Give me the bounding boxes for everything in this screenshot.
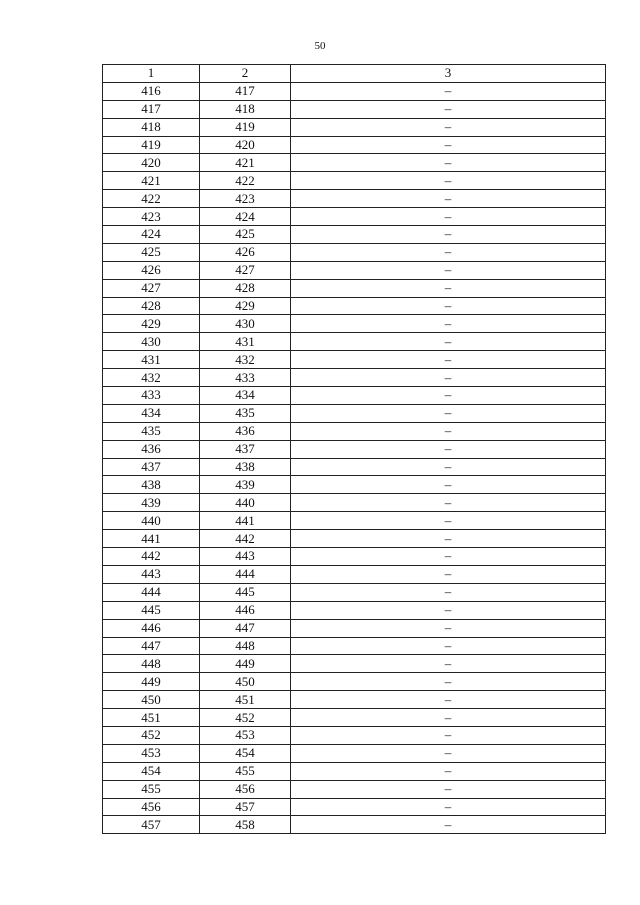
table-cell-col2: 445 xyxy=(200,583,291,601)
table-cell-col1: 419 xyxy=(103,136,200,154)
table-cell-col2: 439 xyxy=(200,476,291,494)
table-cell-col3: – xyxy=(291,297,606,315)
table-cell-col2: 441 xyxy=(200,512,291,530)
table-cell-col2: 422 xyxy=(200,172,291,190)
table-row xyxy=(103,637,606,655)
table-cell-col3: – xyxy=(291,512,606,530)
table-cell-col3: – xyxy=(291,530,606,548)
table-cell-col2: 419 xyxy=(200,118,291,136)
table-row xyxy=(103,798,606,816)
table-cell-col2: 451 xyxy=(200,691,291,709)
table-cell-col2: 450 xyxy=(200,673,291,691)
table-cell-col1: 430 xyxy=(103,333,200,351)
table-cell-col3: – xyxy=(291,691,606,709)
table-cell-col2: 449 xyxy=(200,655,291,673)
table-cell-col2: 457 xyxy=(200,798,291,816)
table-cell-col1: 442 xyxy=(103,548,200,566)
table-cell-col1: 428 xyxy=(103,297,200,315)
table-cell-col2: 426 xyxy=(200,243,291,261)
table-cell-col1: 422 xyxy=(103,190,200,208)
table-cell-col3: – xyxy=(291,154,606,172)
table-cell-col3: – xyxy=(291,655,606,673)
table-cell-col3: – xyxy=(291,351,606,369)
table-cell-col3: – xyxy=(291,404,606,422)
table-cell-col1: 424 xyxy=(103,226,200,244)
table-cell-col2: 421 xyxy=(200,154,291,172)
table-cell-col2: 452 xyxy=(200,709,291,727)
table-row xyxy=(103,226,606,244)
table-cell-col3: – xyxy=(291,172,606,190)
table-cell-col1: 447 xyxy=(103,637,200,655)
table-cell-col1: 451 xyxy=(103,709,200,727)
table-row xyxy=(103,476,606,494)
table-cell-col3: – xyxy=(291,565,606,583)
table-cell-col2: 429 xyxy=(200,297,291,315)
table-row xyxy=(103,351,606,369)
table-cell-col1: 437 xyxy=(103,458,200,476)
table-cell-col1: 448 xyxy=(103,655,200,673)
table-cell-col2: 420 xyxy=(200,136,291,154)
table-row xyxy=(103,82,606,100)
table-cell-col1: 423 xyxy=(103,208,200,226)
table-row xyxy=(103,601,606,619)
table-cell-col2: 458 xyxy=(200,816,291,834)
table-cell-col1: 435 xyxy=(103,422,200,440)
table-cell-col1: 445 xyxy=(103,601,200,619)
table-row xyxy=(103,100,606,118)
table-cell-col2: 427 xyxy=(200,261,291,279)
table-cell-col1: 420 xyxy=(103,154,200,172)
table-row xyxy=(103,136,606,154)
table-cell-col3: – xyxy=(291,709,606,727)
table-cell-col1: 436 xyxy=(103,440,200,458)
table-cell-col1: 438 xyxy=(103,476,200,494)
table-row xyxy=(103,387,606,405)
table-cell-col3: – xyxy=(291,243,606,261)
table-cell-col3: – xyxy=(291,100,606,118)
table-cell-col3: – xyxy=(291,637,606,655)
table-row xyxy=(103,333,606,351)
table-row xyxy=(103,816,606,834)
table-row xyxy=(103,548,606,566)
table-header xyxy=(103,65,606,83)
table-cell-col3: – xyxy=(291,494,606,512)
table-cell-col3: – xyxy=(291,619,606,637)
table-cell-col3: – xyxy=(291,422,606,440)
table-row xyxy=(103,762,606,780)
table-row xyxy=(103,655,606,673)
table-cell-col1: 417 xyxy=(103,100,200,118)
table-cell-col2: 428 xyxy=(200,279,291,297)
table-cell-col2: 434 xyxy=(200,387,291,405)
column-header-2: 2 xyxy=(200,65,291,83)
table-row xyxy=(103,458,606,476)
table-row xyxy=(103,440,606,458)
table-cell-col1: 444 xyxy=(103,583,200,601)
table-cell-col1: 426 xyxy=(103,261,200,279)
table-row xyxy=(103,726,606,744)
table-cell-col3: – xyxy=(291,226,606,244)
table-cell-col2: 423 xyxy=(200,190,291,208)
table-row xyxy=(103,243,606,261)
data-table xyxy=(102,64,606,834)
table-cell-col1: 418 xyxy=(103,118,200,136)
table-cell-col3: – xyxy=(291,261,606,279)
table-row xyxy=(103,172,606,190)
table-row xyxy=(103,118,606,136)
table-cell-col1: 432 xyxy=(103,369,200,387)
table-cell-col3: – xyxy=(291,780,606,798)
table-row xyxy=(103,565,606,583)
table-cell-col1: 456 xyxy=(103,798,200,816)
table-cell-col3: – xyxy=(291,369,606,387)
table-cell-col3: – xyxy=(291,601,606,619)
table-cell-col1: 455 xyxy=(103,780,200,798)
table-row xyxy=(103,780,606,798)
table-cell-col3: – xyxy=(291,190,606,208)
table-row xyxy=(103,154,606,172)
table-row xyxy=(103,208,606,226)
table-cell-col2: 430 xyxy=(200,315,291,333)
table-cell-col1: 450 xyxy=(103,691,200,709)
table-cell-col2: 444 xyxy=(200,565,291,583)
table-row xyxy=(103,315,606,333)
table-body xyxy=(103,82,606,833)
table-cell-col3: – xyxy=(291,816,606,834)
table-cell-col3: – xyxy=(291,333,606,351)
table-row xyxy=(103,744,606,762)
table-cell-col1: 439 xyxy=(103,494,200,512)
table-cell-col2: 437 xyxy=(200,440,291,458)
table-row xyxy=(103,530,606,548)
table-cell-col1: 416 xyxy=(103,82,200,100)
table-cell-col2: 442 xyxy=(200,530,291,548)
table-cell-col2: 417 xyxy=(200,82,291,100)
table-cell-col1: 427 xyxy=(103,279,200,297)
table-row xyxy=(103,583,606,601)
table-cell-col2: 455 xyxy=(200,762,291,780)
table-cell-col2: 432 xyxy=(200,351,291,369)
table-cell-col3: – xyxy=(291,476,606,494)
table-cell-col3: – xyxy=(291,118,606,136)
table-cell-col3: – xyxy=(291,762,606,780)
table-cell-col2: 424 xyxy=(200,208,291,226)
table-cell-col2: 447 xyxy=(200,619,291,637)
table-cell-col2: 425 xyxy=(200,226,291,244)
table-cell-col1: 443 xyxy=(103,565,200,583)
table-cell-col2: 438 xyxy=(200,458,291,476)
table-row xyxy=(103,709,606,727)
table-cell-col2: 453 xyxy=(200,726,291,744)
table-cell-col1: 433 xyxy=(103,387,200,405)
table-cell-col1: 440 xyxy=(103,512,200,530)
table-cell-col3: – xyxy=(291,315,606,333)
table-cell-col2: 443 xyxy=(200,548,291,566)
table-row xyxy=(103,673,606,691)
table-cell-col3: – xyxy=(291,673,606,691)
table-row xyxy=(103,691,606,709)
table-cell-col2: 431 xyxy=(200,333,291,351)
table-cell-col2: 446 xyxy=(200,601,291,619)
table-cell-col1: 431 xyxy=(103,351,200,369)
table-row xyxy=(103,261,606,279)
table-cell-col3: – xyxy=(291,744,606,762)
table-cell-col2: 454 xyxy=(200,744,291,762)
table-cell-col1: 425 xyxy=(103,243,200,261)
table-row xyxy=(103,297,606,315)
table-cell-col2: 456 xyxy=(200,780,291,798)
table-cell-col1: 449 xyxy=(103,673,200,691)
table-row xyxy=(103,404,606,422)
header-row xyxy=(103,65,606,83)
table-cell-col2: 435 xyxy=(200,404,291,422)
column-header-3: 3 xyxy=(291,65,606,83)
table-cell-col3: – xyxy=(291,82,606,100)
table-cell-col3: – xyxy=(291,458,606,476)
table-cell-col2: 448 xyxy=(200,637,291,655)
table-cell-col1: 421 xyxy=(103,172,200,190)
table-cell-col1: 441 xyxy=(103,530,200,548)
table-row xyxy=(103,494,606,512)
column-header-1: 1 xyxy=(103,65,200,83)
table-cell-col2: 418 xyxy=(200,100,291,118)
table-row xyxy=(103,619,606,637)
table-cell-col1: 452 xyxy=(103,726,200,744)
table-row xyxy=(103,369,606,387)
table-cell-col1: 434 xyxy=(103,404,200,422)
table-cell-col3: – xyxy=(291,208,606,226)
table-cell-col3: – xyxy=(291,440,606,458)
table-cell-col1: 453 xyxy=(103,744,200,762)
table-cell-col3: – xyxy=(291,279,606,297)
table-cell-col3: – xyxy=(291,136,606,154)
table-row xyxy=(103,190,606,208)
table-row xyxy=(103,422,606,440)
table-cell-col3: – xyxy=(291,548,606,566)
table-cell-col3: – xyxy=(291,387,606,405)
table-cell-col1: 429 xyxy=(103,315,200,333)
table-cell-col1: 457 xyxy=(103,816,200,834)
page-number: 50 xyxy=(314,40,326,52)
table-cell-col2: 436 xyxy=(200,422,291,440)
table-cell-col3: – xyxy=(291,726,606,744)
table-cell-col2: 433 xyxy=(200,369,291,387)
table-cell-col3: – xyxy=(291,583,606,601)
table-cell-col1: 454 xyxy=(103,762,200,780)
table-cell-col1: 446 xyxy=(103,619,200,637)
table-cell-col2: 440 xyxy=(200,494,291,512)
table-row xyxy=(103,279,606,297)
table-row xyxy=(103,512,606,530)
table-cell-col3: – xyxy=(291,798,606,816)
